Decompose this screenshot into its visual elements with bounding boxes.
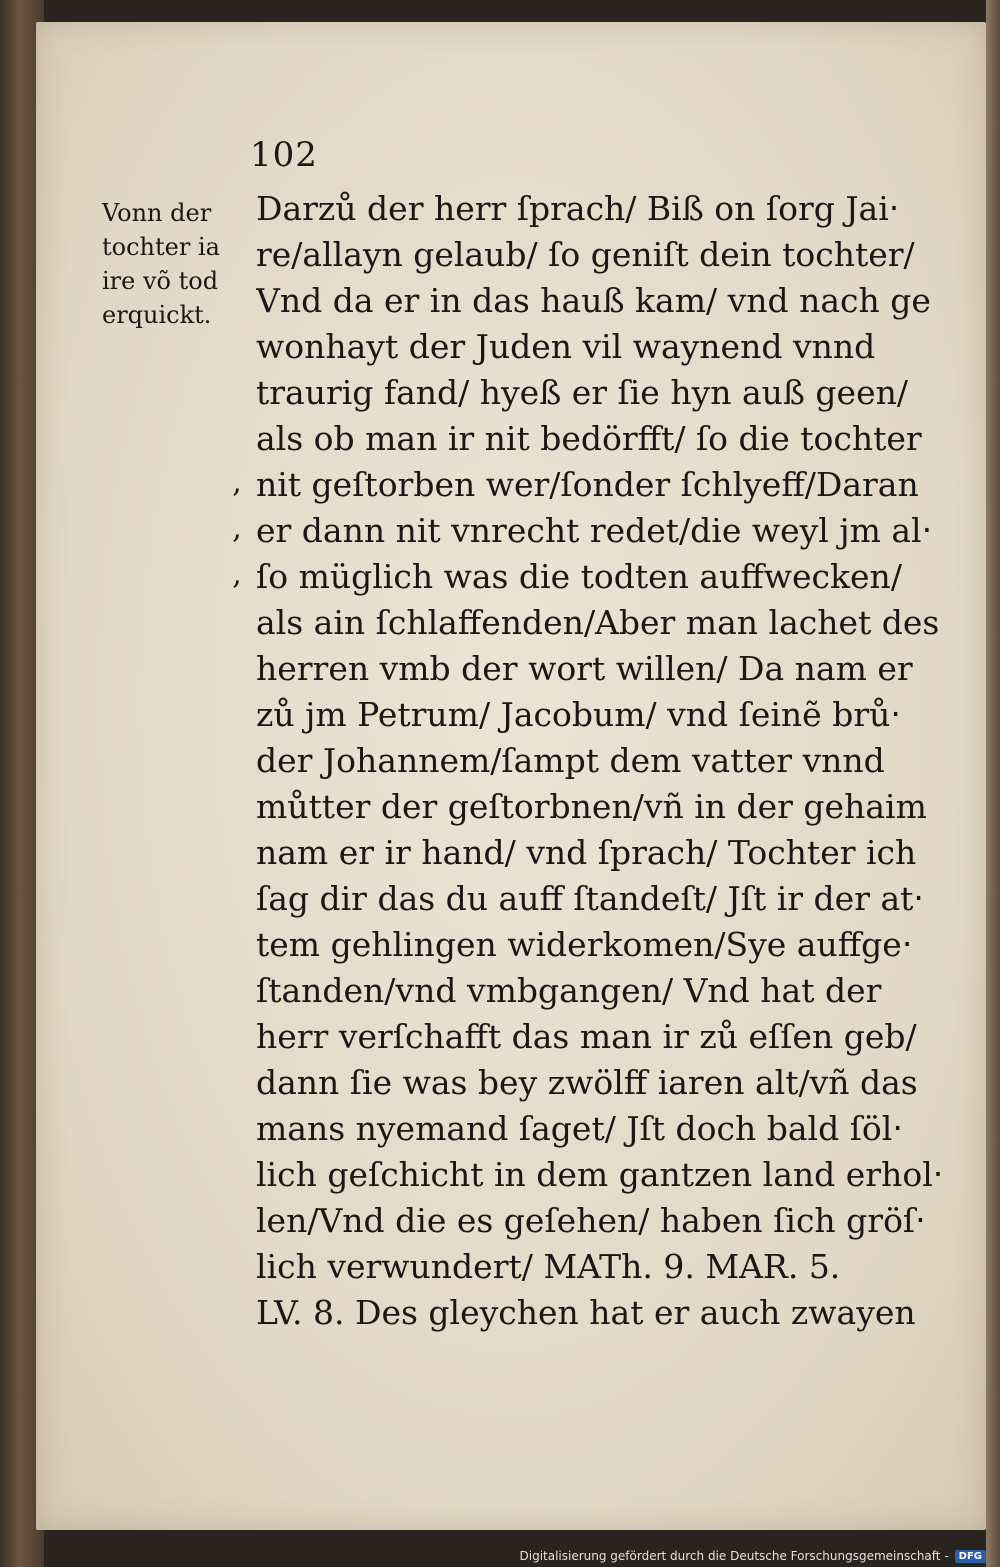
text-line: er dann nit vnrecht redet/die weyl jm al‧ [256,511,933,550]
citation-mark: ‚ [232,557,242,592]
citation-marks [232,460,256,598]
text-line: der Johannem/ſampt dem vatter vnnd [256,741,885,780]
main-text-block [256,186,976,1336]
funding-credit: Digitalisierung gefördert durch die Deutsche Forschungsgemeinschaft - [519,1549,949,1563]
text-line: als ain ſchlaffenden/Aber man lachet des [256,603,940,642]
text-line: herr verſchafft das man ir zů eſſen geb/ [256,1017,917,1056]
text-line: tem gehlingen widerkomen/Sye auffge‧ [256,925,913,964]
digitization-footer [520,1549,987,1563]
text-line: můtter der geſtorbnen/vñ in der gehaim [256,787,927,826]
marginal-note-line: Vonn der [102,199,212,227]
book-edge [986,0,1000,1567]
text-line: traurig fand/ hyeß er ſie hyn auß geen/ [256,373,908,412]
marginal-note-line: ire võ tod [102,267,219,295]
marginal-note-line: erquickt. [102,301,212,329]
text-line: mans nyemand ſaget/ Jſt doch bald ſöl‧ [256,1109,903,1148]
text-line: ſag dir das du auff ſtandeſt/ Jſt ir der at‧ [256,879,924,918]
marginal-note-line: tochter ia [102,233,220,261]
text-line: dann ſie was bey zwölff iaren alt/vñ das [256,1063,918,1102]
text-line: len/Vnd die es geſehen/ haben ſich gröſ‧ [256,1201,926,1240]
citation-mark: ‚ [232,511,242,546]
text-line: ſtanden/vnd vmbgangen/ Vnd hat der [256,971,882,1010]
text-line: ſo müglich was die todten auffwecken/ [256,557,902,596]
text-line: Darzů der herr ſprach/ Biß on ſorg Jai‧ [256,189,900,228]
text-line: Vnd da er in das hauß kam/ vnd nach ge [256,281,931,320]
text-line: als ob man ir nit bedörfft/ ſo die tochter [256,419,922,458]
text-line: zů jm Petrum/ Jacobum/ vnd ſeinẽ brů‧ [256,695,901,734]
text-line: re/allayn gelaub/ ſo geniſt dein tochter/ [256,235,915,274]
text-line: wonhayt der Juden vil waynend vnnd [256,327,876,366]
text-line: nam er ir hand/ vnd ſprach/ Tochter ich [256,833,917,872]
text-line: nit geſtorben wer/ſonder ſchlyeff/Daran [256,465,919,504]
dfg-logo: DFG [955,1550,986,1563]
citation-mark: ‚ [232,465,242,500]
marginal-note [102,196,242,332]
text-line: LV. 8. Des gleychen hat er auch zwayen [256,1293,916,1332]
text-line: herren vmb der wort willen/ Da nam er [256,649,913,688]
text-line: lich verwundert/ MATh. 9. MAR. 5. [256,1247,841,1286]
text-line: lich geſchicht in dem gantzen land erhol‧ [256,1155,944,1194]
page-number: 102 [250,135,318,175]
